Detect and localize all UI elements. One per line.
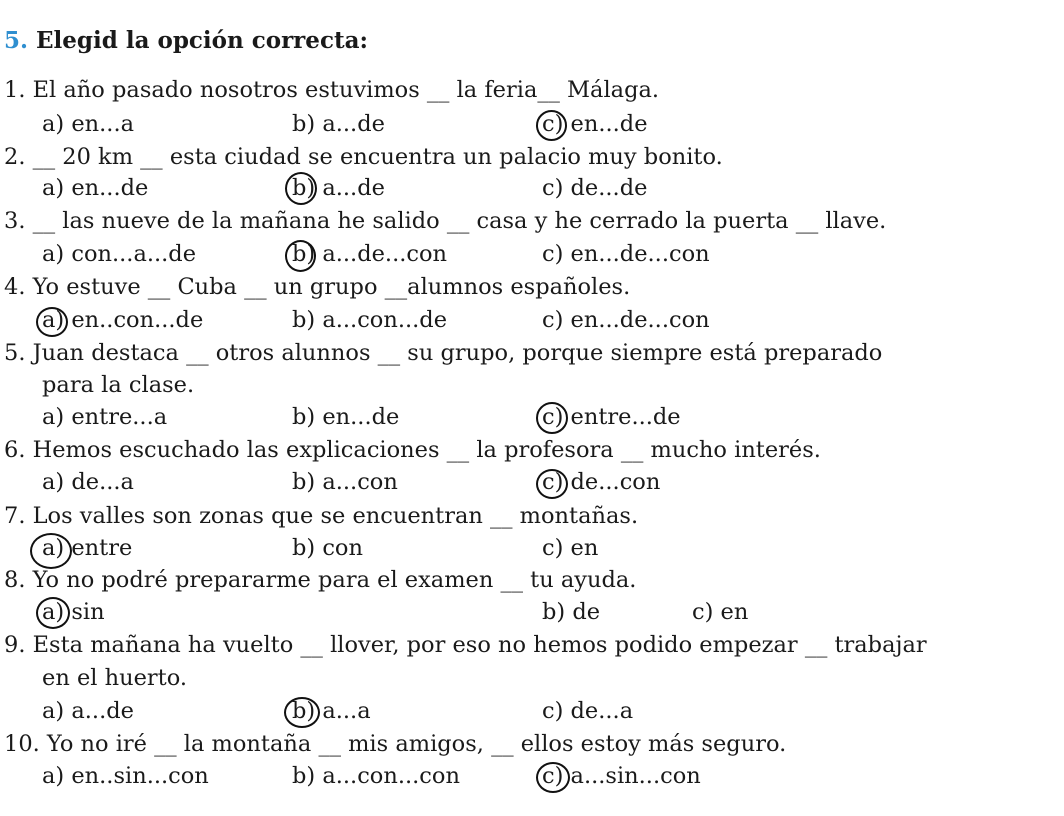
q6-option-a[interactable]: a) de...a [42, 469, 134, 495]
q5-option-c[interactable]: c) entre...de [542, 404, 681, 430]
q8-option-c[interactable]: c) en [692, 599, 749, 625]
q7-option-c[interactable]: c) en [542, 535, 599, 561]
question-10-text: 10. Yo no iré __ la montaña __ mis amigos, __ ellos estoy más seguro. [4, 731, 787, 757]
q10-option-b[interactable]: b) a...con...con [292, 763, 460, 789]
q3-option-b[interactable]: b) a...de...con [292, 241, 448, 267]
q6-option-c[interactable]: c) de...con [542, 469, 661, 495]
q8-option-b[interactable]: b) de [542, 599, 601, 625]
exercise-title: Elegid la opción correcta: [36, 27, 368, 54]
q7-option-b[interactable]: b) con [292, 535, 363, 561]
question-9-text-cont: en el huerto. [42, 665, 188, 691]
q2-option-b[interactable]: b) a...de [292, 175, 385, 201]
question-1-text: 1. El año pasado nosotros estuvimos __ la feria__ Málaga. [4, 77, 660, 103]
q1-option-c[interactable]: c) en...de [542, 111, 648, 137]
q7-option-a[interactable]: a) entre [42, 535, 133, 561]
question-4-text: 4. Yo estuve __ Cuba __ un grupo __alumnos españoles. [4, 274, 631, 300]
q5-option-b[interactable]: b) en...de [292, 404, 400, 430]
q9-option-b[interactable]: b) a...a [292, 698, 371, 724]
q4-option-b[interactable]: b) a...con...de [292, 307, 448, 333]
question-8-text: 8. Yo no podré prepararme para el examen __ tu ayuda. [4, 567, 637, 593]
q9-option-a[interactable]: a) a...de [42, 698, 134, 724]
q10-option-a[interactable]: a) en..sin...con [42, 763, 209, 789]
q2-option-c[interactable]: c) de...de [542, 175, 648, 201]
question-9-text: 9. Esta mañana ha vuelto __ llover, por eso no hemos podido empezar __ trabajar [4, 632, 927, 658]
q3-option-c[interactable]: c) en...de...con [542, 241, 710, 267]
q5-option-a[interactable]: a) entre...a [42, 404, 168, 430]
exercise-heading [4, 26, 368, 56]
question-5-text-cont: para la clase. [42, 372, 195, 398]
question-2-text: 2. __ 20 km __ esta ciudad se encuentra un palacio muy bonito. [4, 144, 723, 170]
question-3-text: 3. __ las nueve de la mañana he salido __ casa y he cerrado la puerta __ llave. [4, 208, 887, 234]
q2-option-a[interactable]: a) en...de [42, 175, 149, 201]
q4-option-c[interactable]: c) en...de...con [542, 307, 710, 333]
q10-option-c[interactable]: c) a...sin...con [542, 763, 701, 789]
q8-option-a[interactable]: a) sin [42, 599, 105, 625]
question-6-text: 6. Hemos escuchado las explicaciones __ la profesora __ mucho interés. [4, 437, 821, 463]
q1-option-a[interactable]: a) en...a [42, 111, 135, 137]
q1-option-b[interactable]: b) a...de [292, 111, 385, 137]
q9-option-c[interactable]: c) de...a [542, 698, 634, 724]
q6-option-b[interactable]: b) a...con [292, 469, 398, 495]
exercise-number: 5. [4, 27, 29, 54]
question-7-text: 7. Los valles son zonas que se encuentran __ montañas. [4, 503, 639, 529]
q4-option-a[interactable]: a) en..con...de [42, 307, 204, 333]
question-5-text: 5. Juan destaca __ otros alunnos __ su grupo, porque siempre está preparado [4, 340, 883, 366]
q3-option-a[interactable]: a) con...a...de [42, 241, 197, 267]
